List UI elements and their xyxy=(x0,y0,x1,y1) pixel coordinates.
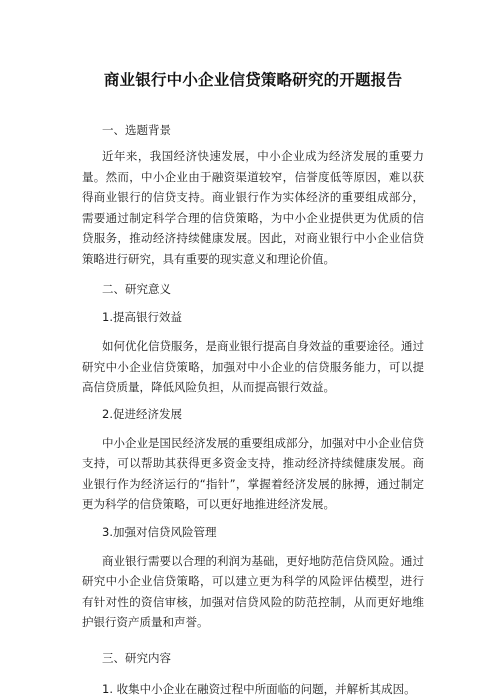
paragraph-background: 近年来，我国经济快速发展，中小企业成为经济发展的重要力量。然而，中小企业由于融资渠道较窄，信誉度低等原因，难以获得商业银行的信贷支持。商业银行作为实体经济的重要组成部分，需要通过制定科学合理的信贷策略，为中小企业提供更为优质的信贷服务，推动经济持续健康发展。因此，对商业银行中小企业信贷策略进行研究，具有重要的现实意义和理论价值。 xyxy=(82,149,424,266)
content-item-1: 1. 收集中小企业在融资过程中所面临的问题，并解析其成因。 xyxy=(102,681,416,696)
subheading-bank-profit: 1.提高银行效益 xyxy=(102,310,182,324)
subheading-economic-development: 2.促进经济发展 xyxy=(102,406,182,421)
paragraph-economic-development: 中小企业是国民经济发展的重要组成部分，加强对中小企业信贷支持，可以帮助其获得更多资金支持，推动经济持续健康发展。商业银行作为经济运行的“指针”，掌握着经济发展的脉搏，通过制定更为科学的信贷策略，可以更好地推进经济发展。 xyxy=(82,435,424,511)
paragraph-bank-profit: 如何优化信贷服务，是商业银行提高自身效益的重要途径。通过研究中小企业信贷策略，加强对中小企业的信贷服务能力，可以提高信贷质量，降低风险负担，从而提高银行效益。 xyxy=(82,339,424,394)
section-heading-background: 一、选题背景 xyxy=(102,123,171,137)
document-title: 商业银行中小企业信贷策略研究的开题报告 xyxy=(103,71,403,89)
subheading-risk-management: 3.加强对信贷风险管理 xyxy=(102,524,217,539)
section-heading-significance: 二、研究意义 xyxy=(102,282,171,296)
section-heading-content: 三、研究内容 xyxy=(102,650,171,665)
paragraph-risk-management: 商业银行需要以合理的利润为基础，更好地防范信贷风险。通过研究中小企业信贷策略，可以建立更为科学的风险评估模型，进行有针对性的资信审核，加强对信贷风险的防范控制，从而更好地维护银行资产质量和声誉。 xyxy=(82,553,424,629)
